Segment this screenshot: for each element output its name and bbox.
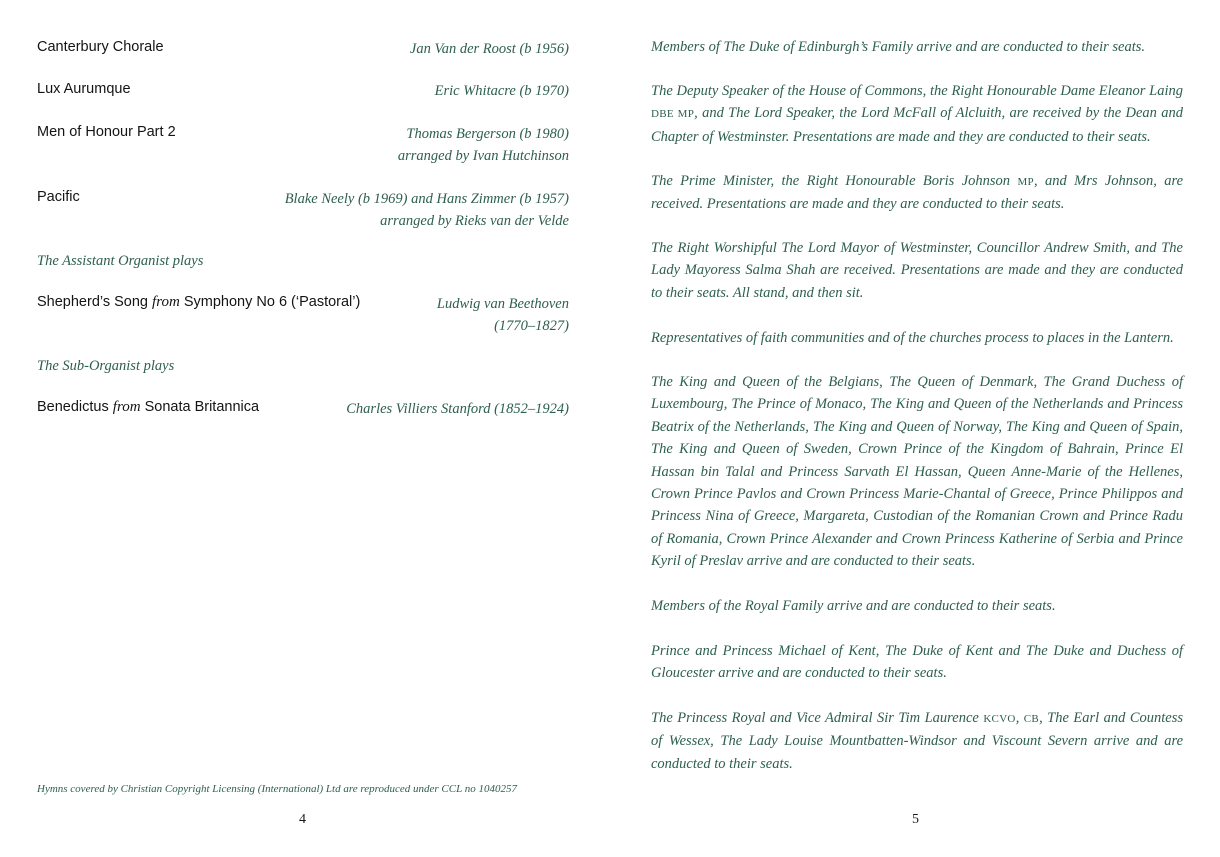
order-para-faith-communities: Representatives of faith communities and of the churches process to places in the Lantern. xyxy=(651,330,1174,346)
para-text: , and Mrs Johnson, are received. Presentations are made and they are conducted to their seats. xyxy=(651,173,1184,213)
para-text: The Deputy Speaker of the House of Commons, the Right Honourable Dame Eleanor Laing xyxy=(651,83,1183,99)
title-part: Sonata Britannica xyxy=(140,399,260,415)
title-from: from xyxy=(112,399,141,415)
piece-arranger: arranged by Rieks van der Velde xyxy=(380,212,569,229)
post-nominals: DBE MP xyxy=(651,108,695,121)
order-para-kent-gloucester: Prince and Princess Michael of Kent, The Duke of Kent and The Duke and Duchess of Gloucester arrive and are conducted to their seats. xyxy=(651,643,1183,682)
piece-title xyxy=(37,294,360,311)
piece-credits xyxy=(285,189,569,232)
post-nominals: KCVO xyxy=(983,713,1016,725)
piece-title: Canterbury Chorale xyxy=(37,39,164,55)
piece-composer: Charles Villiers Stanford (1852–1924) xyxy=(346,401,569,417)
piece-arranger: arranged by Ivan Hutchinson xyxy=(397,147,569,164)
piece-title: Pacific xyxy=(37,189,80,205)
order-para-lord-mayor: The Right Worshipful The Lord Mayor of Westminster, Councillor Andrew Smith, and The Lady Mayoress Salma Shah are received. Presentations are made and they are conducted to their seats. All stand, and then sit. xyxy=(651,240,1183,301)
piece-composer: Blake Neely (b 1969) and Hans Zimmer (b 1957) xyxy=(284,191,569,207)
order-para-prime-minister xyxy=(651,170,1183,216)
piece-credits xyxy=(398,124,569,167)
order-para-speakers xyxy=(651,80,1183,148)
piece-credits xyxy=(437,294,569,337)
order-para-foreign-royals: The King and Queen of the Belgians, The Queen of Denmark, The Grand Duchess of Luxembourg, The Prince of Monaco, The King and Queen of the Netherlands and Princess Beatrix of the Netherlands, The King and Queen of Norway, The King and Queen of Spain, The King and Queen of Sweden, Crown Prince of the Kingdom of Bahrain, Prince El Hassan bin Talal and Princess Sarvath El Hassan, Queen Anne-Marie of the Hellenes, Crown Prince Pavlos and Crown Princess Marie-Chantal of Greece, Prince Philippos and Princess Nina of Greece, Margareta, Custodian of the Romanian Crown and Prince Radu of Romania, Crown Prince Alexander and Crown Princess Katherine of Serbia and Prince Kyril of Preslav arrive and are conducted to their seats. xyxy=(651,374,1183,570)
order-para-edinburgh-family: Members of The Duke of Edinburgh’s Family arrive and are conducted to their seats. xyxy=(651,39,1145,55)
assistant-organist-plays: The Assistant Organist plays xyxy=(37,253,204,269)
order-para-royal-family: Members of the Royal Family arrive and are conducted to their seats. xyxy=(651,598,1056,614)
copyright-footnote: Hymns covered by Christian Copyright Licensing (International) Ltd are reproduced under CCL no 1040257 xyxy=(37,783,517,795)
para-text: The Princess Royal and Vice Admiral Sir Tim Laurence xyxy=(651,710,984,726)
piece-title: Men of Honour Part 2 xyxy=(37,124,176,140)
title-from: from xyxy=(152,294,180,310)
page-number: 4 xyxy=(299,812,306,827)
piece-composer: Thomas Bergerson (b 1980) xyxy=(406,126,569,142)
piece-composer: Jan Van der Roost (b 1956) xyxy=(409,41,569,57)
order-para-princess-royal xyxy=(651,707,1183,775)
post-nominals: CB xyxy=(1023,713,1040,725)
piece-title: Lux Aurumque xyxy=(37,81,131,97)
page-number: 5 xyxy=(912,812,919,827)
para-text: , and The Lord Speaker, the Lord McFall of Alcluith, are received by the Dean and Chapter of Westminster. Presentations are made and they are conducted to their seats. xyxy=(651,105,1183,145)
title-part: Symphony No 6 (‘Pastoral’) xyxy=(179,294,361,310)
para-text: , xyxy=(1015,710,1024,726)
title-part: Shepherd’s Song xyxy=(37,294,153,310)
para-text: , The Earl and Countess of Wessex, The Lady Louise Mountbatten-Windsor and Viscount Severn arrive and are conducted to their seats. xyxy=(651,710,1183,772)
post-nominals: MP xyxy=(1017,176,1034,188)
sub-organist-plays: The Sub-Organist plays xyxy=(37,358,175,374)
piece-title xyxy=(37,399,259,416)
para-text: The Prime Minister, the Right Honourable Boris Johnson xyxy=(651,173,1018,189)
right-page xyxy=(610,0,1220,857)
piece-composer: Ludwig van Beethoven xyxy=(436,296,569,312)
piece-dates: (1770–1827) xyxy=(494,317,569,334)
piece-composer: Eric Whitacre (b 1970) xyxy=(434,83,569,99)
title-part: Benedictus xyxy=(37,399,113,415)
